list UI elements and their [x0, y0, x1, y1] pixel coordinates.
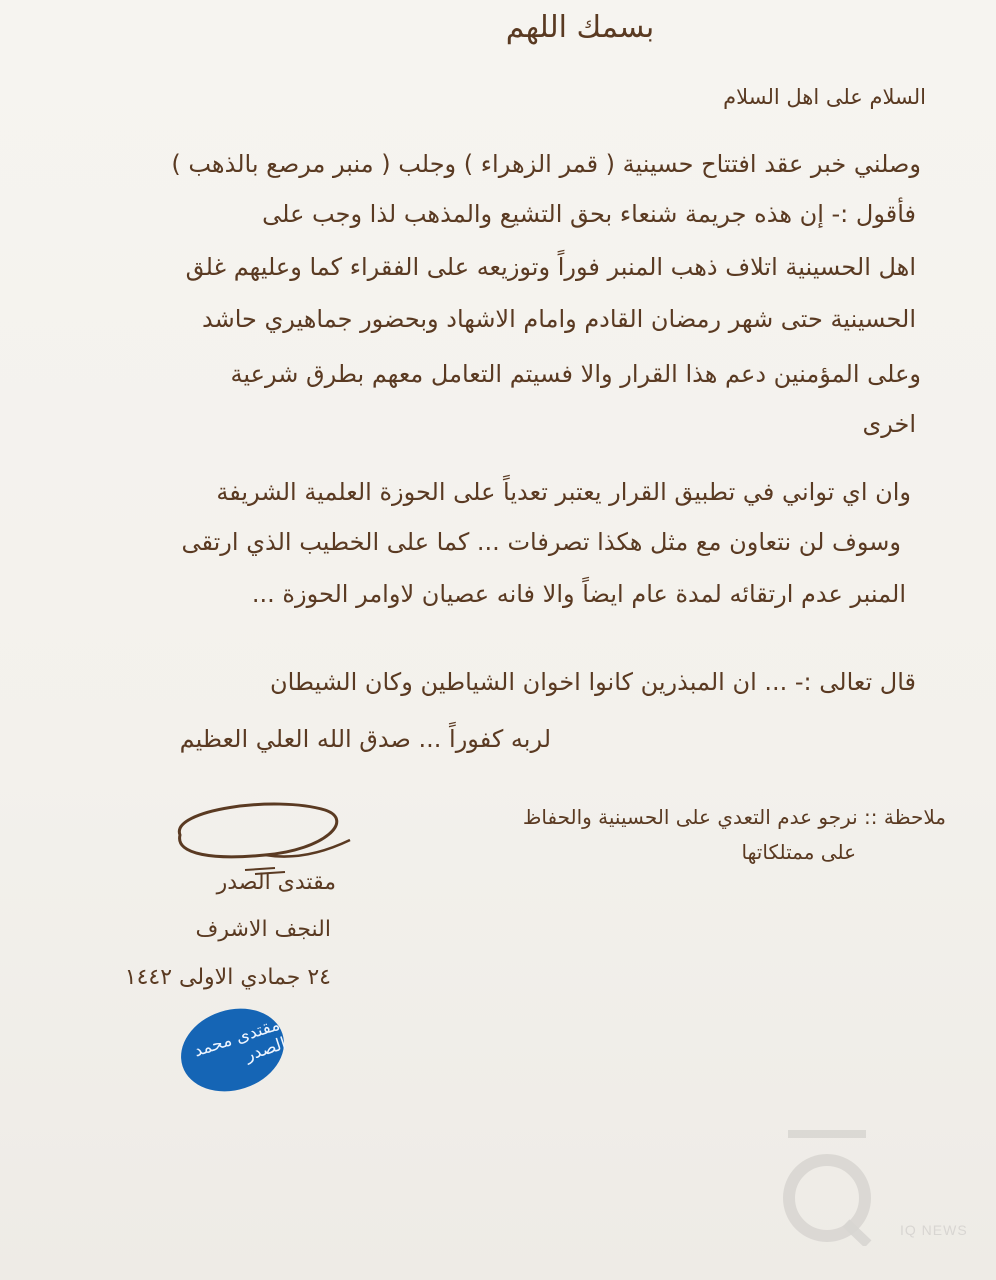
letter-heading: بسمك اللهم	[505, 10, 655, 45]
iq-news-logo-icon	[768, 1128, 886, 1246]
signatory-name: مقتدى الصدر	[216, 870, 336, 895]
quran-quote-line-2: لربه كفوراً ... صدق الله العلي العظيم	[179, 725, 551, 753]
note-line-2: على ممتلكاتها	[741, 840, 856, 864]
warning-line-1: وان اي تواني في تطبيق القرار يعتبر تعدياً على الحوزة العلمية الشريفة	[216, 478, 911, 506]
body-line-6: اخرى	[862, 410, 916, 438]
quran-quote-line-1: قال تعالى :- ... ان المبذرين كانوا اخوان الشياطين وكان الشيطان	[269, 668, 916, 696]
signatory-place: النجف الاشرف	[195, 917, 331, 942]
body-line-3: اهل الحسينية اتلاف ذهب المنبر فوراً وتوزيعه على الفقراء كما وعليهم غلق	[185, 253, 916, 281]
body-line-1: وصلني خبر عقد افتتاح حسينية ( قمر الزهراء ) وجلب ( منبر مرصع بالذهب )	[171, 150, 921, 178]
letter-date: ٢٤ جمادي الاولى ١٤٤٢	[124, 965, 331, 990]
body-line-5: وعلى المؤمنين دعم هذا القرار والا فسيتم التعامل معهم بطرق شرعية	[230, 360, 921, 388]
stamp-text: مقتدى محمد الصدر	[191, 1014, 289, 1066]
body-line-4: الحسينية حتى شهر رمضان القادم وامام الاشهاد وبحضور جماهيري حاشد	[202, 305, 916, 333]
body-line-2: فأقول :- إن هذه جريمة شنعاء بحق التشيع والمذهب لذا وجب على	[262, 200, 916, 228]
letter-greeting: السلام على اهل السلام	[723, 85, 926, 109]
watermark-text: IQ NEWS	[900, 1222, 968, 1238]
note-line-1: ملاحظة :: نرجو عدم التعدي على الحسينية والحفاظ	[522, 805, 946, 829]
warning-line-2: وسوف لن نتعاون مع مثل هكذا تصرفات ... كما على الخطيب الذي ارتقى	[181, 528, 901, 556]
warning-line-3: المنبر عدم ارتقائه لمدة عام ايضاً والا فانه عصيان لاوامر الحوزة ...	[251, 580, 906, 608]
